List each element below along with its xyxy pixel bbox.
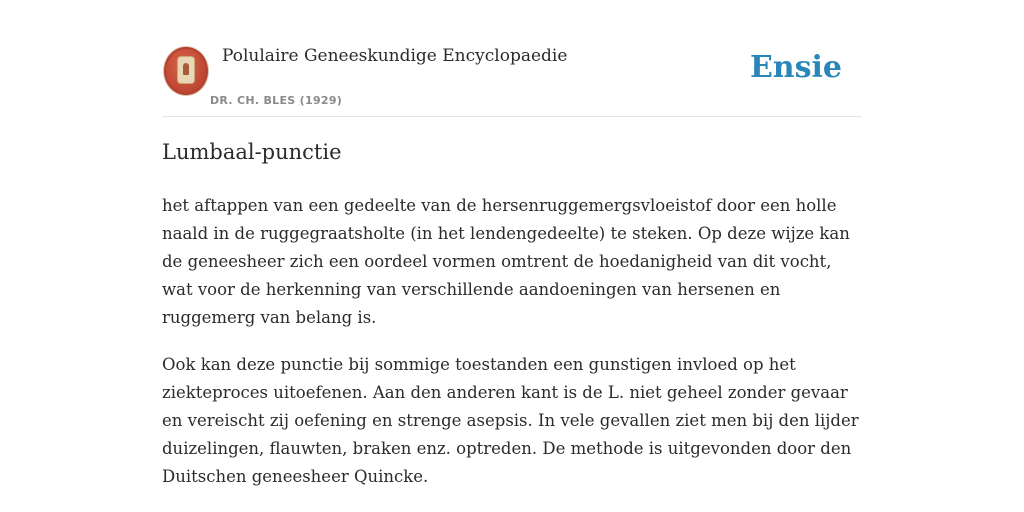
cover-emblem-icon: [178, 57, 194, 83]
entry-title: Lumbaal-punctie: [162, 140, 342, 164]
publication-title[interactable]: Polulaire Geneeskundige Encyclopaedie: [222, 46, 568, 66]
entry-content: [162, 192, 862, 510]
book-cover-icon[interactable]: [164, 47, 208, 95]
ensie-logo[interactable]: Ensie: [749, 50, 842, 85]
publication-author: DR. CH. BLES (1929): [210, 94, 343, 107]
entry-paragraph: het aftappen van een gedeelte van de hersenruggemergsvloeistof door een holle naald in de ruggegraatsholte (in het lendengedeelte) te steken. Op deze wijze kan de geneesheer zich een oordeel vormen omtrent de hoedanigheid van dit vocht, wat voor de herkenning van verschillende aandoeningen van hersenen en ruggemerg van belang is.: [162, 196, 850, 327]
entry-paragraph: Ook kan deze punctie bij sommige toestanden een gunstigen invloed op het ziekteproces uitoefenen. Aan den anderen kant is de L. niet geheel zonder gevaar en vereischt zij oefening en strenge asepsis. In vele gevallen ziet men bij den lijder duizelingen, flauwten, braken enz. optreden. De methode is uitgevonden door den Duitschen geneesheer Quincke.: [162, 355, 859, 486]
site-header: [162, 40, 862, 117]
